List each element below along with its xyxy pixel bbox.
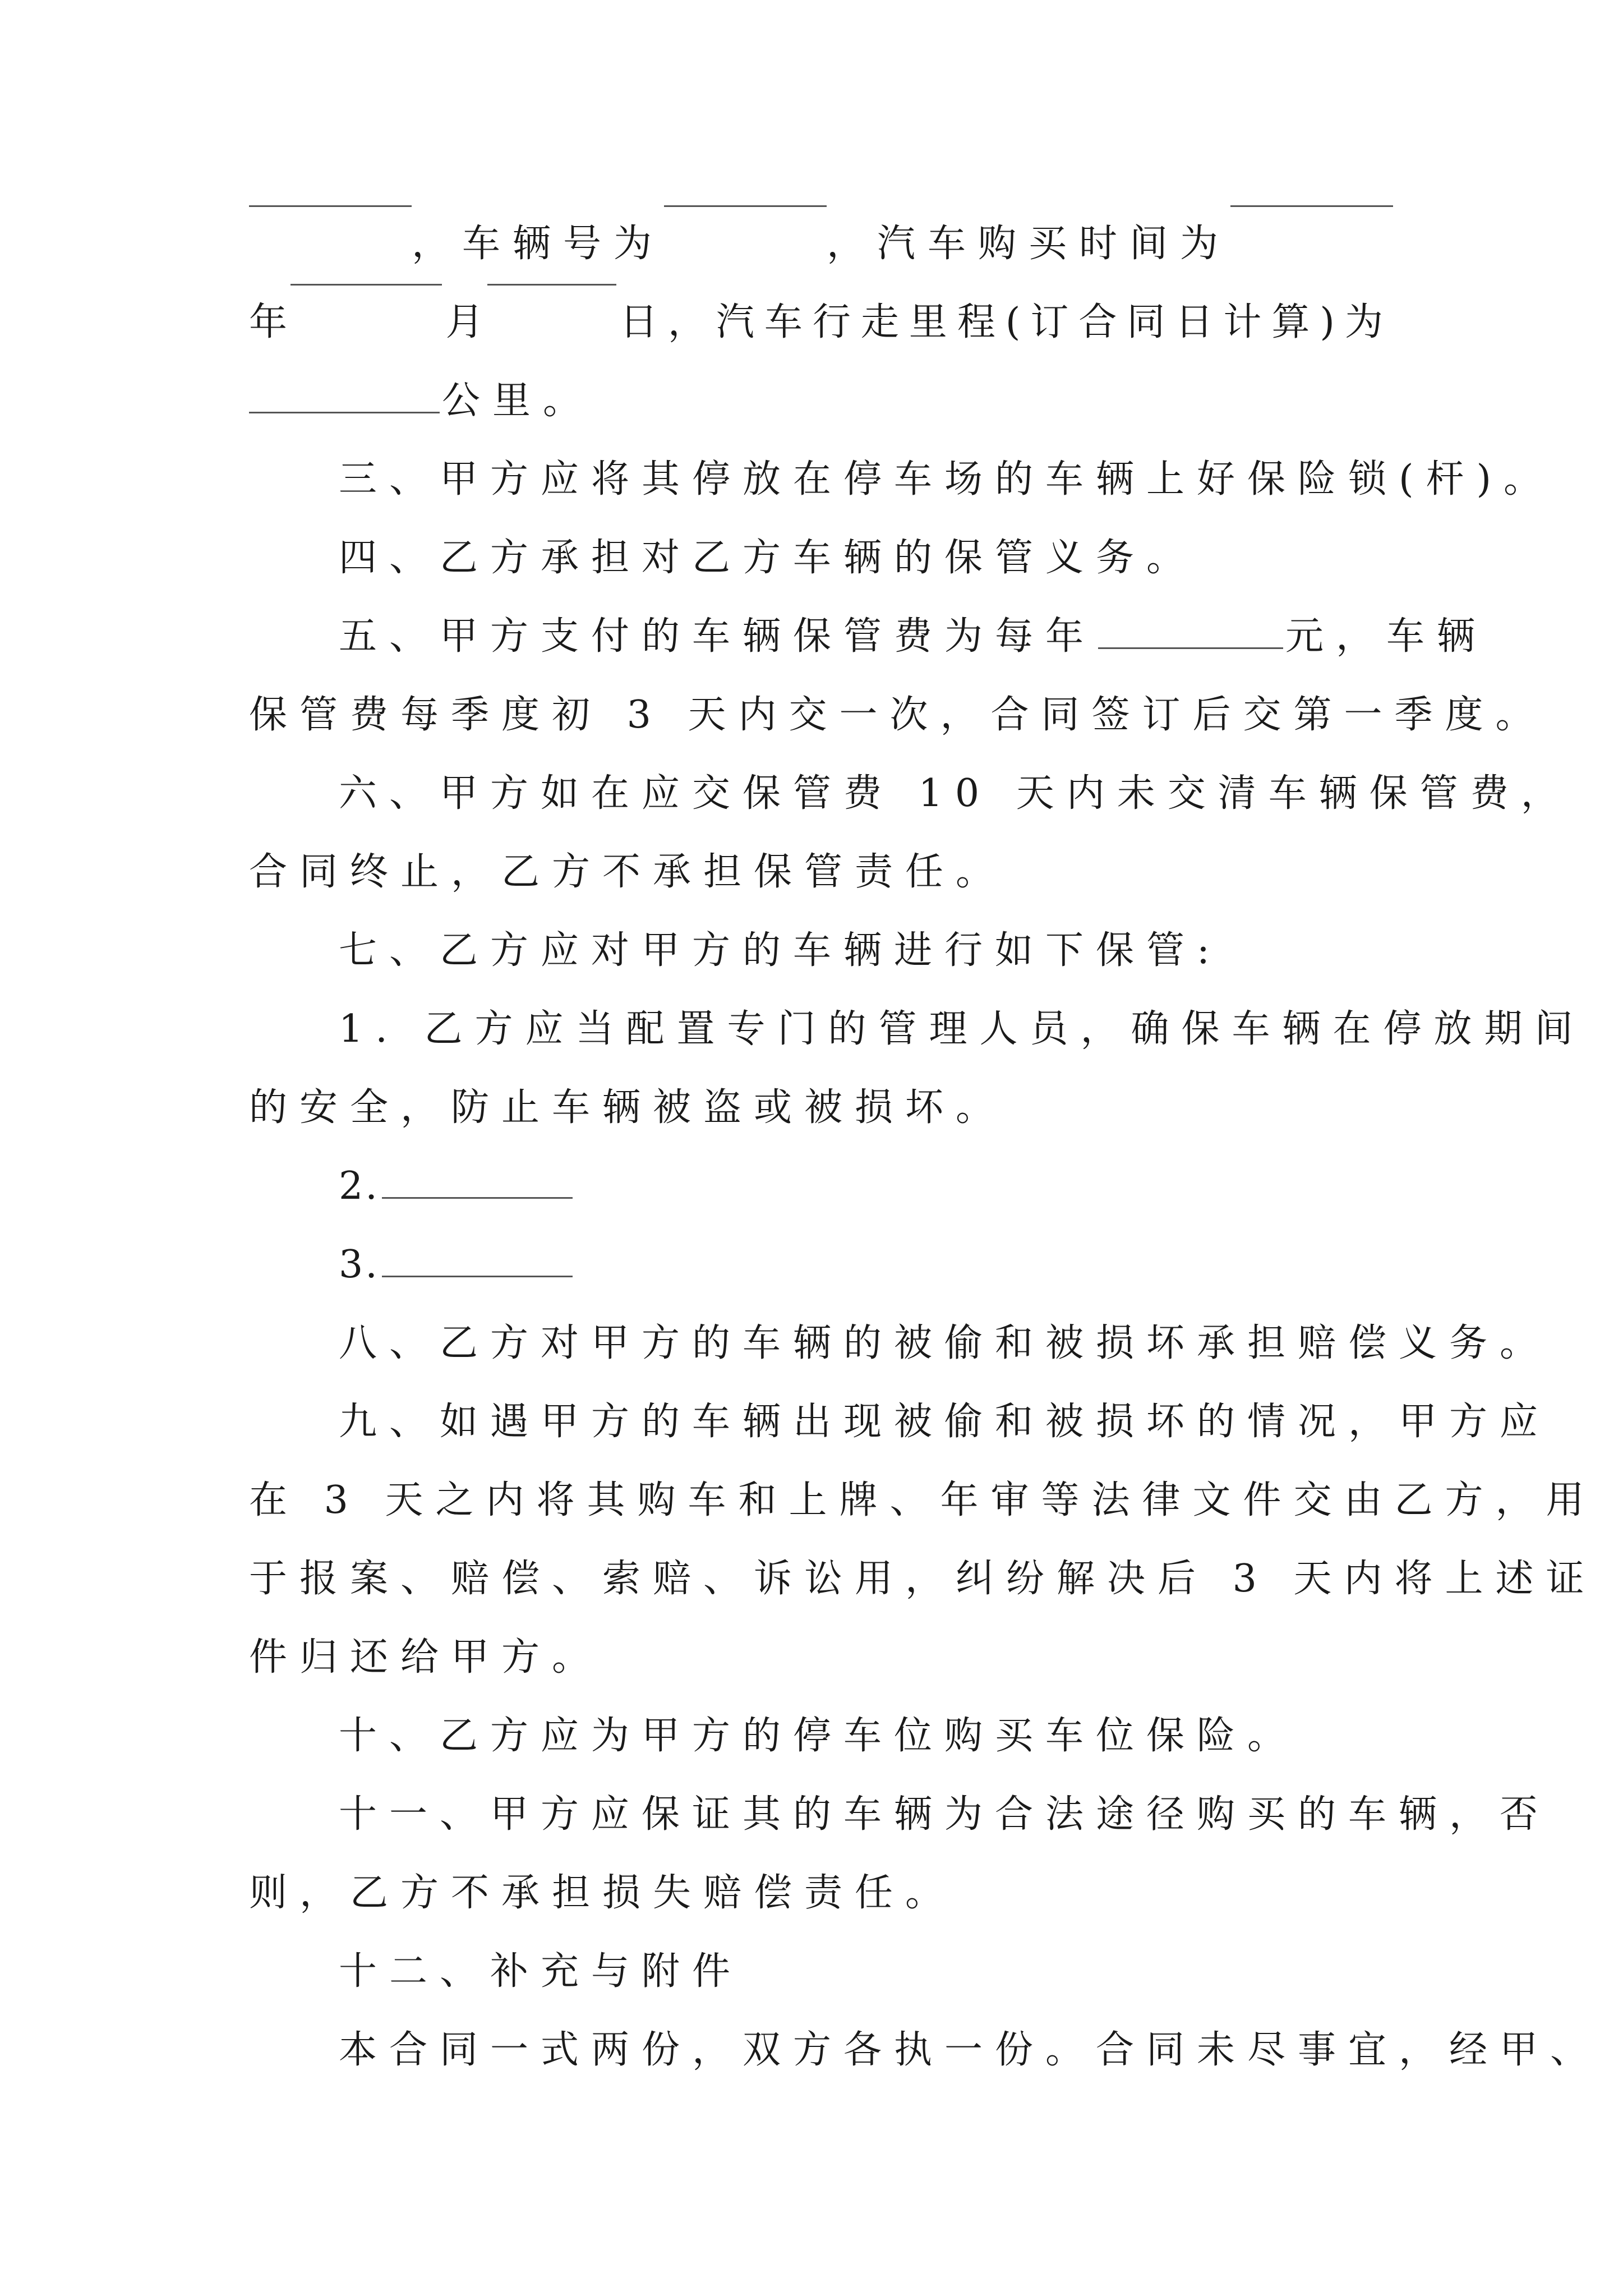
clause-9-cont-2: 于报案、赔偿、索赔、诉讼用，纠纷解决后 3 天内将上述证 xyxy=(249,1557,1597,1601)
text-line-vehicle-info: ，车辆号为 ，汽车购买时间为 xyxy=(249,205,1393,283)
clause-7-item-3: 3. xyxy=(339,1226,1483,1304)
text-line-purchase-date: 年 月 日，汽车行走里程(订合同日计算)为 xyxy=(249,283,1393,362)
clause-12-body: 本合同一式两份，双方各执一份。合同未尽事宜，经甲、 xyxy=(339,2028,1601,2072)
blank-line xyxy=(1098,647,1283,649)
clause-7-item-1: 1. 乙方应当配置专门的管理人员，确保车辆在停放期间 xyxy=(339,1007,1585,1051)
clause-4: 四、乙方承担对乙方车辆的保管义务。 xyxy=(339,536,1197,580)
clause-5-cont: 保管费每季度初 3 天内交一次，合同签订后交第一季度。 xyxy=(249,693,1546,737)
clause-11: 十一、甲方应保证其的车辆为合法途径购买的车辆，否 xyxy=(339,1792,1551,1837)
clause-3: 三、甲方应将其停放在停车场的车辆上好保险锁(杆)。 xyxy=(339,457,1555,501)
clause-9-cont-3: 件归还给甲方。 xyxy=(249,1635,603,1680)
text-line-mileage: 公里。 xyxy=(249,362,1393,440)
blank-line xyxy=(487,283,616,286)
clause-9: 九、如遇甲方的车辆出现被偷和被损坏的情况，甲方应 xyxy=(339,1400,1551,1444)
blank-line xyxy=(382,1197,573,1199)
blank-line xyxy=(664,205,827,207)
clause-6: 六、甲方如在应交保管费 10 天内未交清车辆保管费， xyxy=(339,771,1571,816)
blank-line xyxy=(382,1275,573,1277)
clause-7-item-2: 2. xyxy=(339,1147,1483,1226)
clause-11-cont: 则，乙方不承担损失赔偿责任。 xyxy=(249,1871,956,1915)
clause-7: 七、乙方应对甲方的车辆进行如下保管: xyxy=(339,928,1222,973)
blank-line xyxy=(249,411,440,413)
clause-10: 十、乙方应为甲方的停车位购买车位保险。 xyxy=(339,1714,1298,1758)
clause-9-cont-1: 在 3 天之内将其购车和上牌、年审等法律文件交由乙方，用 xyxy=(249,1478,1597,1522)
clause-7-item-1-cont: 的安全，防止车辆被盗或被损坏。 xyxy=(249,1085,1007,1130)
blank-line xyxy=(249,205,412,207)
clause-12-heading: 十二、补充与附件 xyxy=(339,1949,743,1994)
clause-5: 五、甲方支付的车辆保管费为每年 元，车辆 xyxy=(339,614,1488,659)
clause-8: 八、乙方对甲方的车辆的被偷和被损坏承担赔偿义务。 xyxy=(339,1321,1551,1365)
blank-line xyxy=(1230,205,1393,207)
blank-line xyxy=(291,283,442,286)
clause-6-cont: 合同终止，乙方不承担保管责任。 xyxy=(249,850,1007,894)
